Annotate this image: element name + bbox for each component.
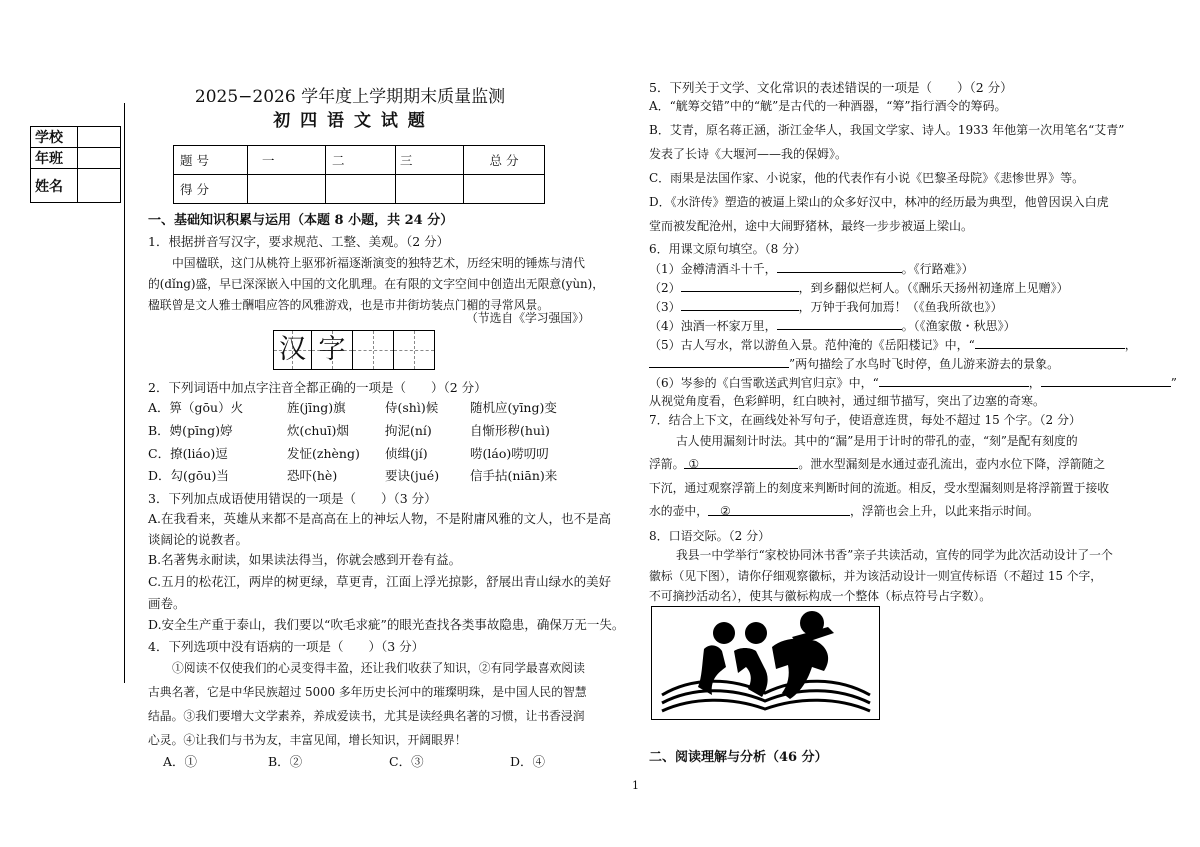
- q2-b-3: 拘泥(ní): [385, 423, 432, 438]
- q5-line-5: D．《水浒传》塑造的被逼上梁山的众多好汉中，林冲的经历最为典型，他曾因误入白虎: [649, 195, 1109, 209]
- q2-a-3: 侍(shì)候: [385, 400, 439, 415]
- class-field[interactable]: [78, 148, 121, 169]
- q6-5-text: （5）古人写水，常以游鱼入景。范仲淹的《岳阳楼记》中，“: [649, 338, 975, 352]
- q1-stem: 1．根据拼音写汉字，要求规范、工整、美观。（2 分）: [148, 234, 450, 249]
- q7-line-3: 下沉，通过观察浮箭上的刻度来判断时间的流逝。相反，受水型漏刻则是将浮箭置于接收: [649, 481, 1110, 495]
- q6-stem: 6．用课文原句填空。（8 分）: [649, 242, 807, 256]
- q4-stem: 4．下列选项中没有语病的一项是（ ）（3 分）: [148, 639, 425, 654]
- q8-line-2: 徽标（见下图），请你仔细观察徽标，并为该活动设计一则宣传标语（不超过 15 个字，: [649, 569, 1103, 583]
- q7-2-rest: 。泄水型漏刻是水通过壶孔流出，壶内水位下降，浮箭随之: [798, 457, 1106, 471]
- q2-a-4: 随机应(yīng)变: [470, 400, 557, 415]
- q2-d-3: 要诀(jué): [385, 468, 440, 483]
- score-table: [173, 145, 545, 204]
- q2-stem: 2．下列词语中加点字注音全都正确的一项是（ ）（2 分）: [148, 380, 487, 395]
- grid-cell-2[interactable]: [312, 331, 353, 369]
- score-header-3: 三: [396, 146, 464, 175]
- q6-line-1: [649, 260, 974, 277]
- q5-line-2: B．艾青，原名蒋正涵，浙江金华人，我国文学家、诗人。1933 年他第一次用笔名“艾青”: [649, 123, 1125, 137]
- q6-6-blank-1[interactable]: [879, 374, 1029, 387]
- q7-blank-1[interactable]: [684, 456, 798, 469]
- q7-marker-2: ②: [720, 504, 731, 518]
- exam-subtitle: 初 四 语 文 试 题: [273, 111, 427, 131]
- q6-1-blank[interactable]: [777, 260, 902, 273]
- q2-a-2: 旌(jīng)旗: [287, 400, 346, 415]
- q6-1-text: （1）金樽清酒斗十千，: [649, 262, 777, 276]
- q4-passage-2: 古典名著，它是中华民族超过 5000 多年历史长河中的璀璨明珠，是中国人民的智慧: [148, 685, 587, 699]
- q6-4-text: （4）浊酒一杯家万里，: [649, 319, 777, 333]
- q6-5-blank-1[interactable]: [975, 336, 1125, 349]
- q6-2-blank[interactable]: [681, 279, 799, 292]
- q7-stem: 7．结合上下文，在画线处补写句子，使语意连贯，每处不超过 15 个字。（2 分）: [649, 413, 1081, 427]
- score-header-total: 总 分: [464, 146, 545, 175]
- grid-char-2: 字: [318, 334, 346, 365]
- section1-title: 一、基础知识积累与运用（本题 8 小题，共 24 分）: [148, 213, 454, 228]
- score-header-2: 二: [326, 146, 396, 175]
- q6-line-5b: [649, 355, 1059, 372]
- score-cell-2[interactable]: [326, 175, 396, 204]
- q3-line-4: C.五月的松花江，两岸的树更绿，草更青，江面上浮光掠影，舒展出青山绿水的美好: [148, 574, 612, 589]
- score-header-1: 一: [248, 146, 326, 175]
- q3-line-3: B.名著隽永耐读，如果读法得当，你就会感到开卷有益。: [148, 552, 462, 567]
- q6-6-quote: ”: [1170, 376, 1177, 390]
- q6-5-blank-2[interactable]: [649, 355, 789, 368]
- q1-source: （节选自《学习强国》）: [466, 311, 590, 325]
- score-header-label: 题 号: [174, 146, 248, 175]
- q2-b-1: B．娉(pīng)婷: [148, 423, 233, 438]
- q2-d-4: 信手拈(niān)来: [470, 468, 558, 483]
- grid-char-1: 汉: [279, 334, 306, 365]
- q6-5-desc: ”两句描绘了水鸟时飞时停，鱼儿游来游去的景象。: [789, 357, 1060, 371]
- q7-4-rest: ，浮箭也会上升，以此来指示时间。: [850, 504, 1039, 518]
- q7-2-text: 浮箭。: [649, 457, 685, 471]
- q4-option-c[interactable]: C．③: [389, 754, 424, 769]
- q6-6-comma: ，: [1028, 376, 1041, 390]
- q6-line-4: [649, 317, 1016, 334]
- q6-5-comma: ，: [1124, 338, 1137, 352]
- q5-line-6: 堂而被发配沧州，途中大闹野猪林，最终一步步被逼上梁山。: [649, 219, 974, 233]
- q4-passage-1: ①阅读不仅使我们的心灵变得丰盈，还让我们收获了知识，②有同学最喜欢阅读: [172, 661, 585, 675]
- q3-line-6: D.安全生产重于泰山，我们要以“吹毛求疵”的眼光查找各类事故隐患，确保万无一失。: [148, 617, 625, 632]
- q4-option-b[interactable]: B．②: [268, 754, 303, 769]
- q4-passage-4: 心灵。④让我们与书为友，丰富见闻，增长知识，开阔眼界！: [148, 733, 467, 747]
- q8-line-1: 我县一中学举行“家校协同沐书香”亲子共读活动，宣传的同学为此次活动设计了一个: [676, 548, 1113, 562]
- q3-line-5: 画卷。: [148, 596, 186, 611]
- q8-line-3: 不可摘抄活动名），使其与徽标构成一个整体（标点符号占字数）。: [649, 589, 992, 603]
- q5-line-4: C．雨果是法国作家、小说家，他的代表作有小说《巴黎圣母院》《悲惨世界》等。: [649, 171, 1085, 185]
- q6-2-text: ，到乡翻似烂柯人。（《酬乐天扬州初逢席上见赠》）: [798, 281, 1069, 295]
- score-cell-3[interactable]: [396, 175, 464, 204]
- q7-4-text: 水的壶中，: [649, 504, 708, 518]
- exam-title: 2025−2026 学年度上学期期末质量监测: [194, 87, 506, 107]
- q2-c-2: 发怔(zhèng): [287, 446, 360, 461]
- q2-c-1: C．撩(liáo)逗: [148, 446, 228, 461]
- q6-3-text: ，万钟于我何加焉！（《鱼我所欲也》）: [798, 300, 1003, 314]
- q4-option-a[interactable]: A．①: [163, 754, 198, 769]
- q5-stem: 5．下列关于文学、文化常识的表述错误的一项是（ ）（2 分）: [649, 80, 1013, 95]
- binding-line: [124, 103, 125, 683]
- q7-line-4: [649, 503, 1039, 519]
- q6-3-num: （3）: [649, 300, 681, 314]
- q6-line-6b: 从视觉角度看，色彩鲜明，红白映衬，通过细节描写，突出了边塞的奇寒。: [649, 394, 1046, 408]
- q1-passage-3: 楹联曾是文人雅士酬唱应答的风雅游戏，也是市井街坊装点门楣的寻常风景。: [148, 298, 550, 312]
- q6-6-blank-2[interactable]: [1041, 374, 1171, 387]
- grid-cell-1[interactable]: [274, 331, 312, 369]
- page-number: 1: [632, 779, 639, 792]
- score-cell-total[interactable]: [464, 175, 545, 204]
- q8-stem: 8．口语交际。（2 分）: [649, 529, 771, 543]
- student-info-table: [30, 126, 121, 203]
- score-cell-1[interactable]: [248, 175, 326, 204]
- q4-option-d[interactable]: D．④: [510, 754, 546, 769]
- q5-line-1: A．“觥筹交错”中的“觥”是古代的一种酒器，“筹”指行酒令的筹码。: [649, 99, 1007, 113]
- q2-d-1: D．勾(gōu)当: [148, 468, 229, 483]
- q2-c-3: 侦缉(jí): [385, 446, 428, 461]
- label-class: 年班: [31, 148, 78, 169]
- q1-passage-2: 的(dǐng)盛，早已深深嵌入中国的文化肌理。在有限的文字空间中创造出无限意(yùn)，: [148, 277, 605, 291]
- q6-line-3: [649, 298, 1003, 315]
- q6-line-6: [649, 374, 1177, 391]
- score-row-label: 得 分: [174, 175, 248, 204]
- q6-3-blank[interactable]: [681, 298, 799, 311]
- q7-line-1: 古人使用漏刻计时法。其中的“漏”是用于计时的带孔的壶，“刻”是配有刻度的: [676, 434, 1078, 448]
- q3-stem: 3．下列加点成语使用错误的一项是（ ）（3 分）: [148, 491, 437, 506]
- q3-line-2: 谈阔论的说教者。: [148, 532, 249, 547]
- q3-line-1: A.在我看来，英雄从来都不是高高在上的神坛人物，不是附庸风雅的文人，也不是高: [148, 511, 612, 526]
- q7-blank-2[interactable]: [708, 503, 850, 516]
- q4-passage-3: 结晶。③我们要增大文学素养，养成爱读书，尤其是读经典名著的习惯，让书香浸润: [148, 709, 585, 723]
- school-field[interactable]: [78, 127, 121, 148]
- label-name: 姓名: [31, 169, 78, 203]
- q6-4-blank[interactable]: [777, 317, 902, 330]
- name-field[interactable]: [78, 169, 121, 203]
- q7-line-2: [649, 456, 1105, 472]
- q2-a-1: A．箅（gōu）火: [148, 400, 244, 415]
- label-school: 学校: [31, 127, 78, 148]
- q6-line-5: [649, 336, 1137, 353]
- writing-grid: [273, 330, 435, 370]
- section2-title: 二、阅读理解与分析（46 分）: [649, 750, 828, 765]
- grid-cell-4[interactable]: [394, 331, 434, 369]
- q6-1-source: 。《行路难》）: [901, 262, 974, 276]
- q6-4-source: 。（《渔家傲・秋思》）: [901, 319, 1016, 333]
- q5-line-3: 发表了长诗《大堰河——我的保姆》。: [649, 147, 848, 161]
- q2-b-4: 自惭形秽(huì): [470, 423, 550, 438]
- q2-d-2: 恐吓(hè): [287, 468, 338, 483]
- activity-logo: [651, 606, 880, 720]
- q6-line-2: [649, 279, 1069, 296]
- q2-c-4: 唠(láo)唠叨叨: [470, 446, 549, 461]
- family-reading-logo-icon: [652, 607, 879, 719]
- q6-6-text: （6）岑参的《白雪歌送武判官归京》中，“: [649, 376, 879, 390]
- q2-b-2: 炊(chuī)烟: [287, 423, 349, 438]
- q6-2-num: （2）: [649, 281, 681, 295]
- q7-marker-1: ①: [688, 457, 699, 471]
- q1-passage-1: 中国楹联，这门从桃符上驱邪祈福逐渐演变的独特艺术，历经宋明的锤炼与清代: [172, 256, 585, 270]
- grid-cell-3[interactable]: [353, 331, 394, 369]
